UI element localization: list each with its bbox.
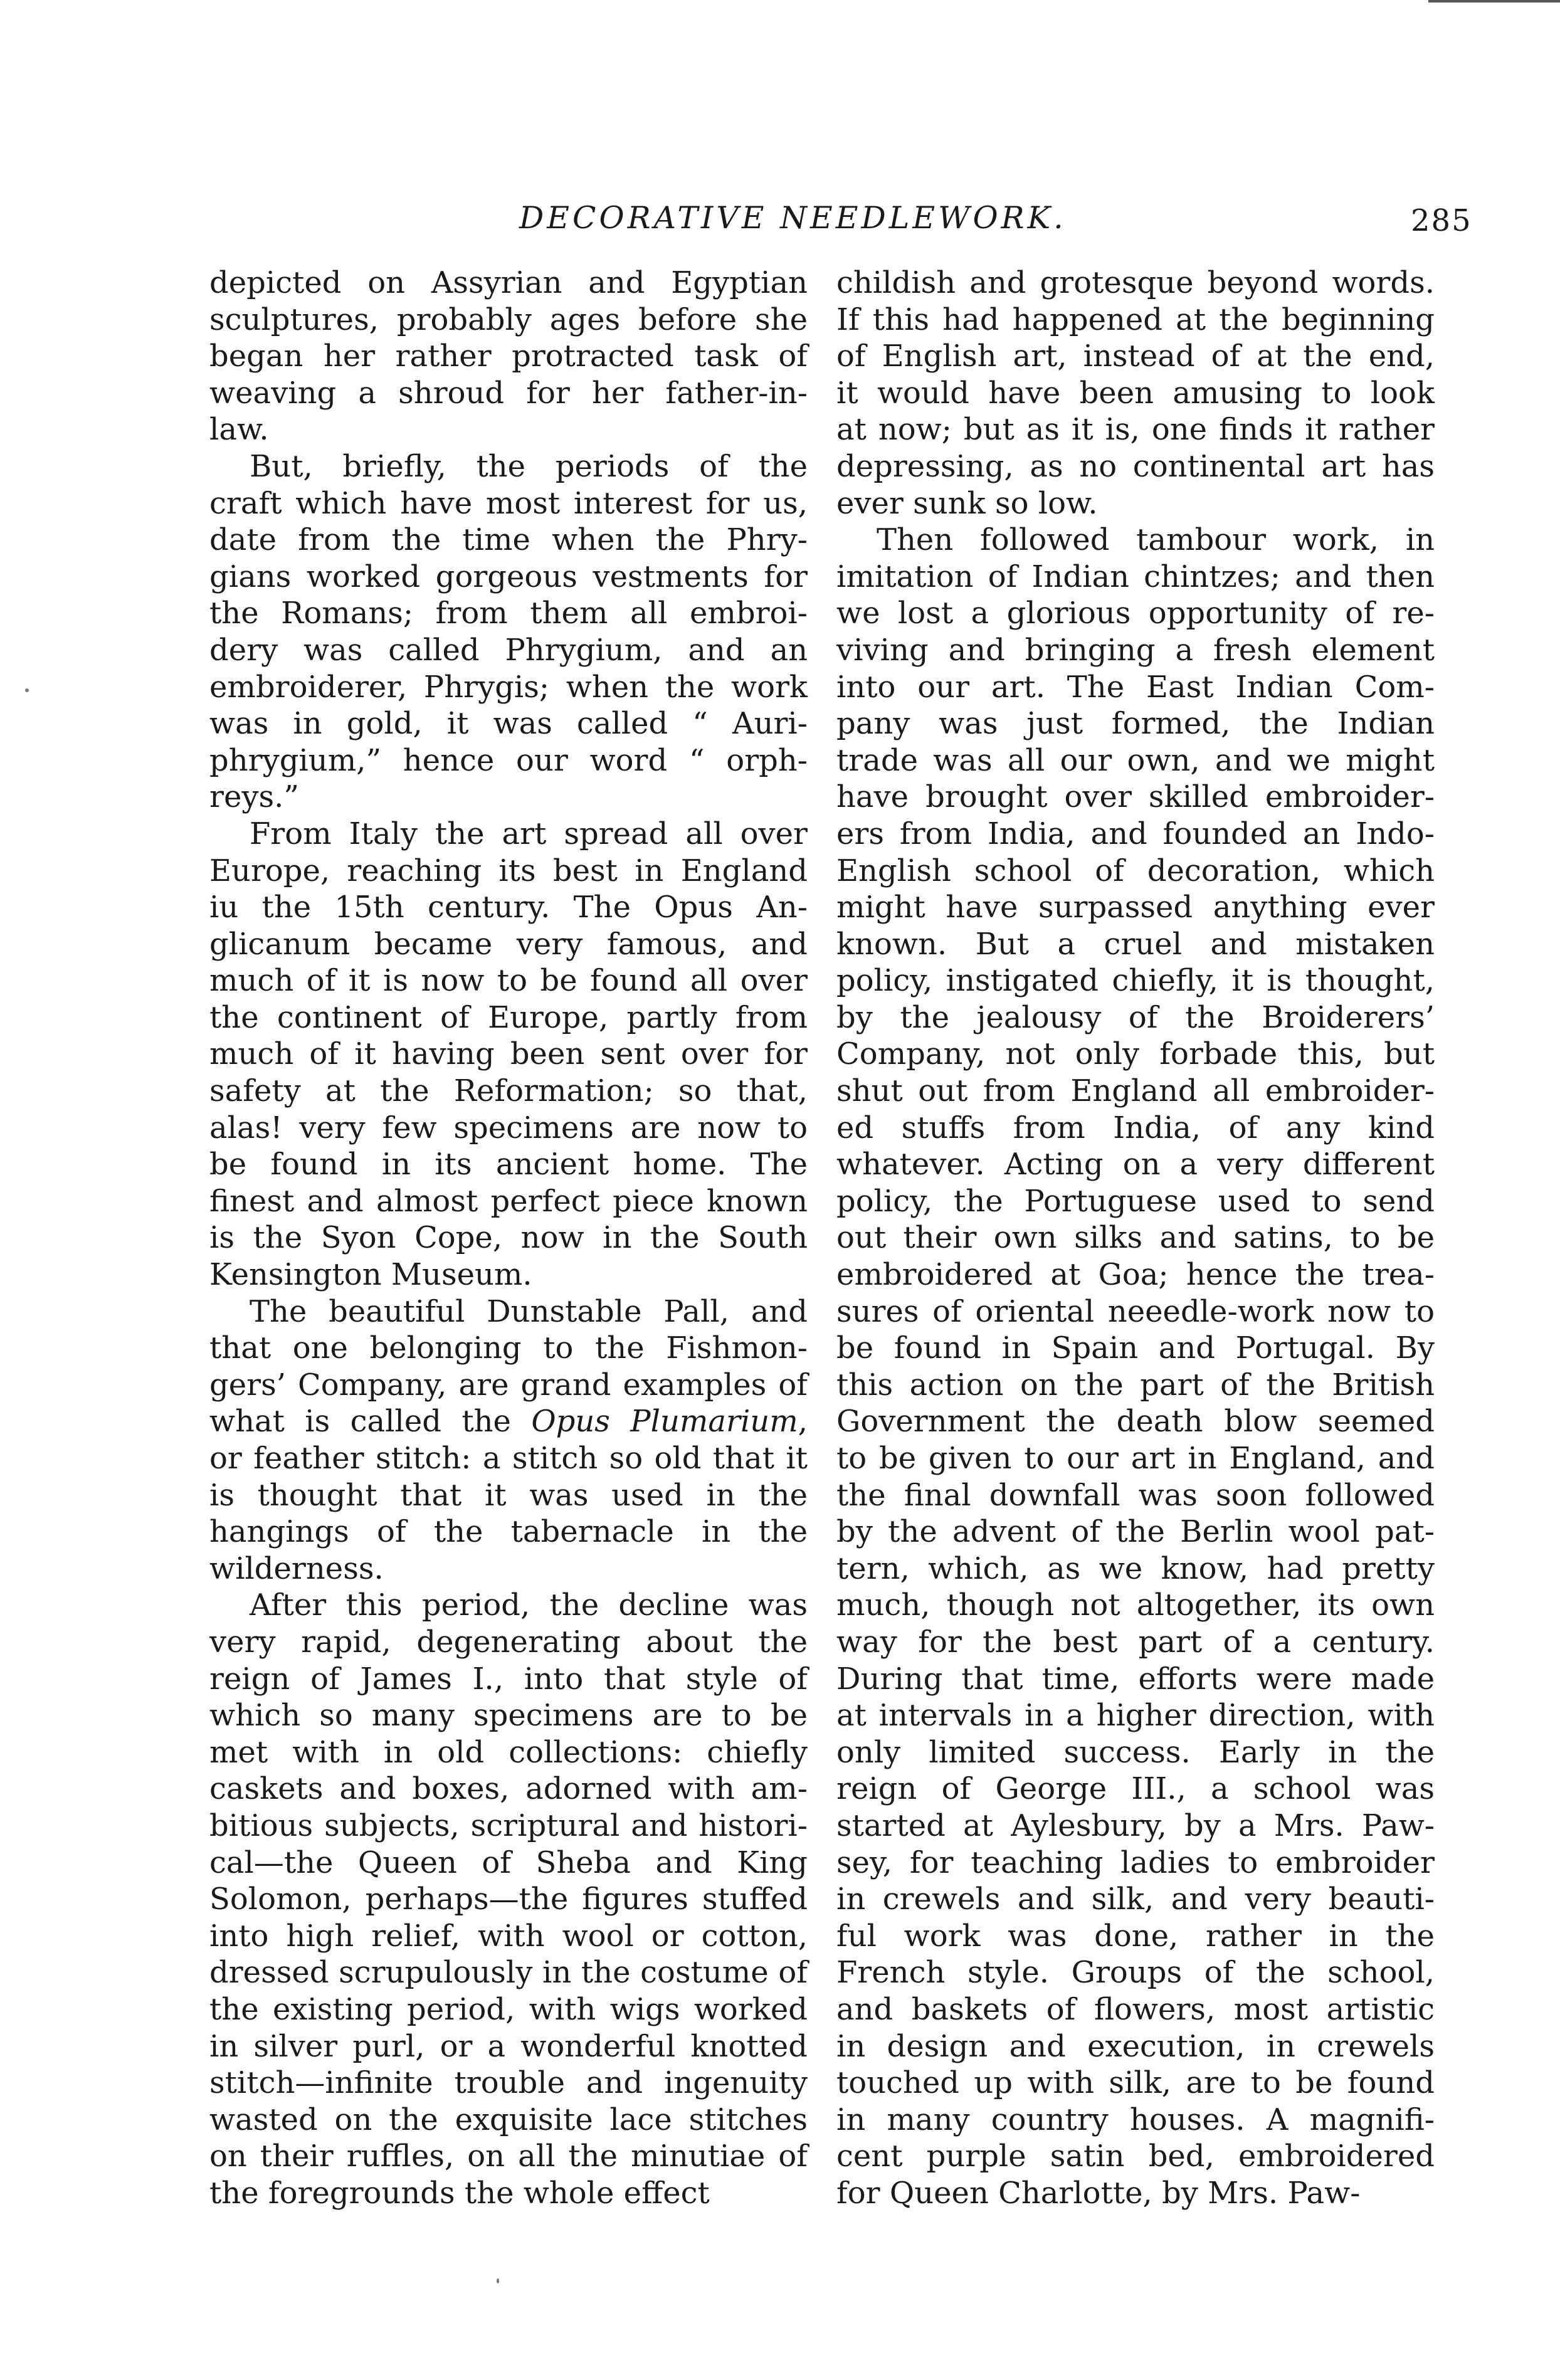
text-line: much, though not altogether, its own <box>836 1588 1435 1623</box>
text-line: Kensington Museum. <box>209 1257 532 1293</box>
text-line: stitch—infinite trouble and ingenuity <box>209 2065 808 2101</box>
text-line: by the jealousy of the Broiderers’ <box>836 999 1435 1035</box>
text-line: dery was called Phrygium, and an <box>209 632 808 668</box>
text-line: way for the best part of a century. <box>836 1624 1435 1660</box>
text-line: ed stuffs from India, of any kind <box>836 1110 1435 1145</box>
text-line: ers from India, and founded an Indo- <box>836 816 1435 851</box>
text-line: embroidered at Goa; hence the trea- <box>836 1257 1435 1293</box>
text-line: depressing, as no continental art has <box>836 448 1435 484</box>
text-line: Company, not only forbade this, but <box>836 1036 1435 1072</box>
text-line: sculptures, probably ages before she <box>209 302 808 337</box>
text-line: viving and bringing a fresh element <box>836 632 1435 668</box>
text-line: tern, which, as we know, had pretty <box>836 1551 1435 1586</box>
text-line: iu the 15th century. The Opus An- <box>209 890 808 925</box>
text-line: pany was just formed, the Indian <box>836 706 1435 742</box>
text-line: have brought over skilled embroider- <box>836 779 1435 815</box>
right-text-column <box>836 265 1435 2211</box>
text-line: Then followed tambour work, in <box>877 522 1435 558</box>
text-line: gians worked gorgeous vestments for <box>209 559 808 594</box>
text-line: phrygium,” hence our word “ orph- <box>209 742 808 778</box>
text-line: the final downfall was soon followed <box>836 1477 1435 1513</box>
text-line: alas! very few specimens are now to <box>209 1110 808 1145</box>
left-text-column <box>209 265 808 2211</box>
text-line: was in gold, it was called “ Auri- <box>209 706 808 742</box>
text-line: only limited success. Early in the <box>836 1734 1435 1770</box>
text-line: to be given to our art in England, and <box>836 1441 1435 1476</box>
text-line: childish and grotesque beyond words. <box>836 265 1435 300</box>
text-line: bitious subjects, scriptural and histori- <box>209 1808 808 1843</box>
text-line: into high relief, with wool or cotton, <box>209 1918 808 1954</box>
text-line: embroiderer, Phrygis; when the work <box>209 669 808 705</box>
paragraph <box>209 816 808 1293</box>
text-line: caskets and boxes, adorned with am- <box>209 1771 808 1807</box>
text-line: English school of decoration, which <box>836 853 1435 888</box>
text-line: Solomon, perhaps—the figures stuffed <box>209 1882 808 1917</box>
text-line: into our art. The East Indian Com- <box>836 669 1435 705</box>
paragraph <box>836 265 1435 522</box>
paragraph <box>209 1293 808 1588</box>
text-line: on their ruffles, on all the minutiae of <box>209 2139 808 2174</box>
text-line: The beautiful Dunstable Pall, and <box>250 1293 808 1329</box>
text-line: met with in old collections: chiefly <box>209 1734 808 1770</box>
text-line: trade was all our own, and we might <box>836 742 1435 778</box>
page-speck <box>497 2278 499 2283</box>
text-line: much of it having been sent over for <box>209 1036 808 1072</box>
text-line: policy, instigated chiefly, it is thought, <box>836 963 1435 999</box>
text-line: started at Aylesbury, by a Mrs. Paw- <box>836 1808 1435 1843</box>
text-line: is thought that it was used in the <box>209 1477 808 1513</box>
text-line: much of it is now to be found all over <box>209 963 808 999</box>
paragraph <box>209 265 808 448</box>
text-line: for Queen Charlotte, by Mrs. Paw- <box>836 2175 1361 2211</box>
text-line: reign of James I., into that style of <box>209 1661 808 1697</box>
text-line: at intervals in a higher direction, with <box>836 1698 1435 1734</box>
text-line: is the Syon Cope, now in the South <box>209 1220 808 1256</box>
text-line: From Italy the art spread all over <box>250 816 808 851</box>
text-line: known. But a cruel and mistaken <box>836 926 1435 962</box>
text-line: by the advent of the Berlin wool pat- <box>836 1514 1435 1550</box>
text-line: began her rather protracted task of <box>209 339 808 374</box>
text-line: hangings of the tabernacle in the <box>209 1514 808 1550</box>
text-line: shut out from England all embroider- <box>836 1073 1435 1109</box>
text-line: reign of George III., a school was <box>836 1771 1435 1807</box>
text-line: But, briefly, the periods of the <box>250 448 808 484</box>
text-line: very rapid, degenerating about the <box>209 1624 808 1660</box>
text-line: in many country houses. A magnifi- <box>836 2102 1435 2137</box>
text-line: date from the time when the Phry- <box>209 522 808 558</box>
text-line: cent purple satin bed, embroidered <box>836 2139 1435 2174</box>
text-line: which so many specimens are to be <box>209 1698 808 1734</box>
text-line: in crewels and silk, and very beauti- <box>836 1882 1435 1917</box>
paragraph <box>836 522 1435 2211</box>
text-line: of English art, instead of at the end, <box>836 339 1435 374</box>
text-line: whatever. Acting on a very different <box>836 1147 1435 1182</box>
text-line: we lost a glorious opportunity of re- <box>836 596 1435 631</box>
text-line: the existing period, with wigs worked <box>209 1991 808 2027</box>
text-line: If this had happened at the beginning <box>836 302 1435 337</box>
text-line: finest and almost perfect piece known <box>209 1183 808 1219</box>
page-number: 285 <box>1411 203 1472 238</box>
text-line: the foregrounds the whole effect <box>209 2175 710 2211</box>
text-line: During that time, efforts were made <box>836 1661 1435 1697</box>
text-line: ever sunk so low. <box>836 485 1098 521</box>
running-title: DECORATIVE NEEDLEWORK. <box>519 200 1067 236</box>
text-line: at now; but as it is, one finds it rather <box>836 412 1435 448</box>
text-line: what is called the Opus Plumarium, <box>209 1404 808 1440</box>
text-line: might have surpassed anything ever <box>836 890 1435 925</box>
text-line: the Romans; from them all embroi- <box>209 596 808 631</box>
text-line: policy, the Portuguese used to send <box>836 1183 1435 1219</box>
text-line: this action on the part of the British <box>836 1367 1435 1403</box>
text-line: wasted on the exquisite lace stitches <box>209 2102 808 2137</box>
text-line: out their own silks and satins, to be <box>836 1220 1435 1256</box>
text-line: that one belonging to the Fishmon- <box>209 1330 808 1366</box>
text-line: law. <box>209 412 269 448</box>
text-line: glicanum became very famous, and <box>209 926 808 962</box>
text-line: Government the death blow seemed <box>836 1404 1435 1440</box>
text-line: be found in its ancient home. The <box>209 1147 808 1182</box>
text-line: weaving a shroud for her father-in- <box>209 375 808 411</box>
text-line: ful work was done, rather in the <box>836 1918 1435 1954</box>
text-line: the continent of Europe, partly from <box>209 999 808 1035</box>
text-line: French style. Groups of the school, <box>836 1955 1435 1991</box>
text-line: in silver purl, or a wonderful knotted <box>209 2028 808 2064</box>
text-line: it would have been amusing to look <box>836 375 1435 411</box>
text-line: sures of oriental neeedle-work now to <box>836 1293 1435 1329</box>
text-line: in design and execution, in crewels <box>836 2028 1435 2064</box>
text-line: and baskets of flowers, most artistic <box>836 1991 1435 2027</box>
paragraph <box>209 1587 808 2211</box>
paragraph <box>209 448 808 816</box>
text-line: depicted on Assyrian and Egyptian <box>209 265 808 300</box>
text-line: wilderness. <box>209 1551 384 1586</box>
text-line: or feather stitch: a stitch so old that it <box>209 1441 808 1476</box>
text-line: safety at the Reformation; so that, <box>209 1073 808 1109</box>
text-line: sey, for teaching ladies to embroider <box>836 1845 1435 1880</box>
text-line: gers’ Company, are grand examples of <box>209 1367 808 1403</box>
text-line: be found in Spain and Portugal. By <box>836 1330 1435 1366</box>
page-speck <box>25 688 29 692</box>
text-line: touched up with silk, are to be found <box>836 2065 1435 2101</box>
text-line: dressed scrupulously in the costume of <box>209 1955 808 1991</box>
text-line: cal—the Queen of Sheba and King <box>209 1845 808 1880</box>
text-line: imitation of Indian chintzes; and then <box>836 559 1435 594</box>
text-line: reys.” <box>209 779 299 815</box>
text-line: After this period, the decline was <box>250 1588 808 1623</box>
text-line: craft which have most interest for us, <box>209 485 808 521</box>
text-line: Europe, reaching its best in England <box>209 853 808 888</box>
top-edge-rule <box>1428 0 1560 3</box>
